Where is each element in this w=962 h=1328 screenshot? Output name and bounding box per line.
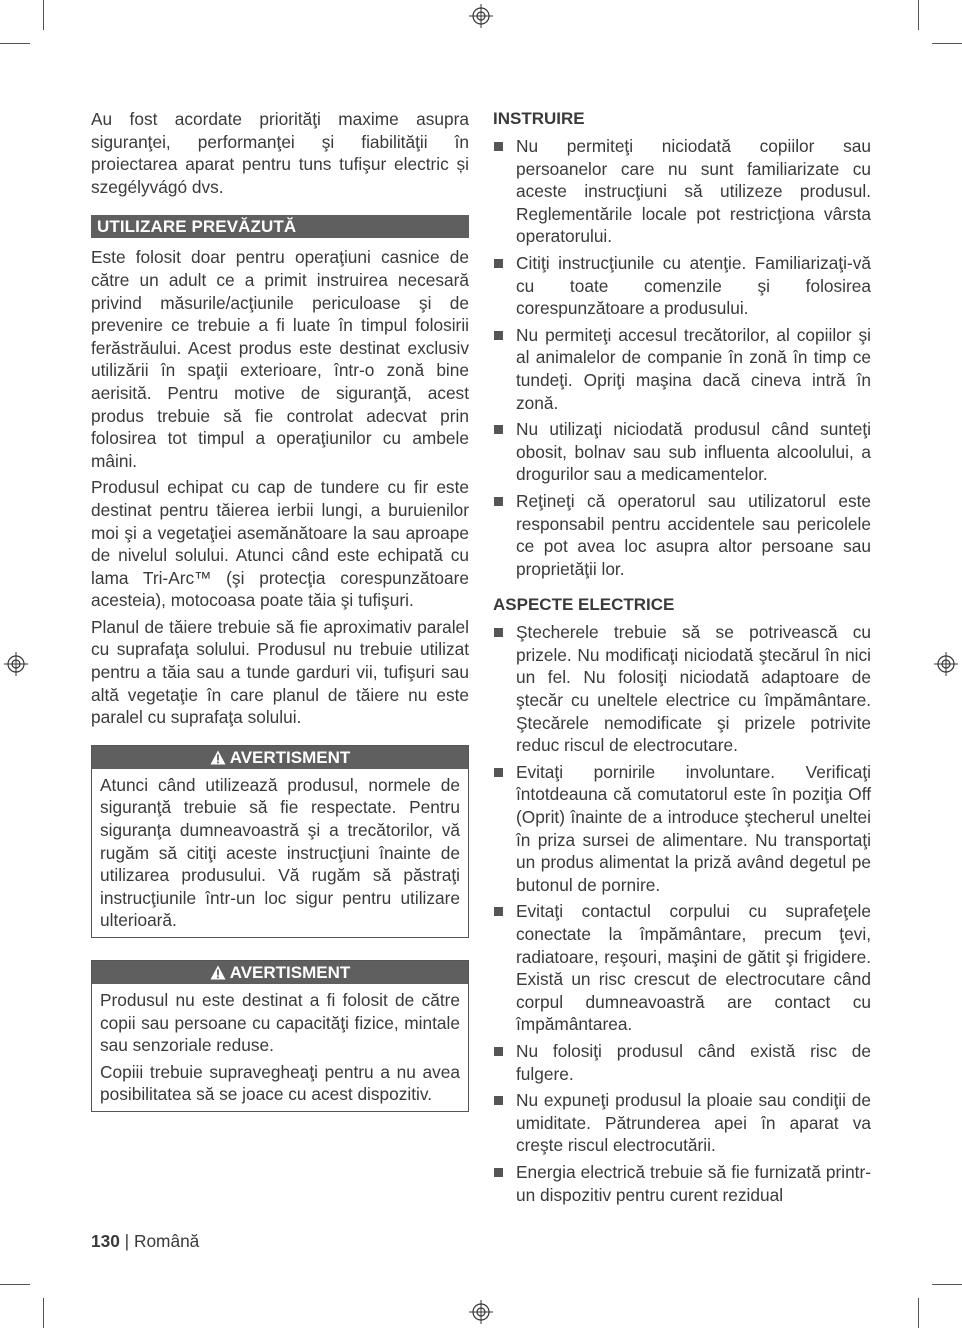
square-bullet-icon bbox=[494, 1047, 503, 1056]
crop-mark bbox=[43, 0, 44, 30]
square-bullet-icon bbox=[494, 331, 503, 340]
square-bullet-icon bbox=[494, 1096, 503, 1105]
page-footer bbox=[91, 1230, 199, 1252]
intended-use-paragraph: Produsul echipat cu cap de tundere cu fir este destinat pentru tăierea ierbii lungi, a buruienilor moi şi a vegetaţiei asemănătoare la sau aproape de nivelul solului. Atunci când este echipată cu lama Tri-Arc™ (şi protecţia corespunzătoare acesteia), motocoasa poate tăia şi tufişuri. bbox=[91, 477, 469, 611]
section-title-intended-use: UTILIZARE PREVĂZUTĂ bbox=[91, 215, 469, 238]
page-number: 130 bbox=[91, 1231, 120, 1251]
list-item-text: Nu expuneţi produsul la ploaie sau condiţii de umiditate. Pătrunderea apei în aparat va creşte riscul electrocutării. bbox=[516, 1090, 871, 1156]
list-item bbox=[493, 761, 871, 897]
list-item bbox=[493, 418, 871, 486]
warning-header bbox=[92, 961, 468, 984]
list-item-text: Energia electrică trebuie să fie furnizată printr-un dispozitiv pentru curent rezidual bbox=[516, 1161, 871, 1205]
list-item bbox=[493, 135, 871, 248]
crop-mark bbox=[43, 1298, 44, 1328]
list-item-text: Evitaţi contactul corpului cu suprafeţele conectate la împământare, precum ţevi, radiatoare, reşouri, maşini de gătit şi frigidere. Există un risc crescut de electrocutare când corpul dumneavoastră are contact cu împământarea. bbox=[516, 901, 871, 1035]
warning-text: Copiii trebuie supravegheaţi pentru a nu avea posibilitatea să se joace cu acest dispozitiv. bbox=[100, 1061, 460, 1105]
intended-use-paragraph: Planul de tăiere trebuie să fie aproximativ paralel cu suprafaţa solului. Produsul nu trebuie utilizat pentru a tăia sau a tunde garduri vii, tufişuri sau altă vegetaţie în care planul de tăiere nu este paralel cu suprafaţa solului. bbox=[91, 616, 469, 728]
square-bullet-icon bbox=[494, 628, 503, 637]
registration-mark-icon bbox=[934, 652, 958, 676]
warning-body bbox=[92, 984, 468, 1111]
crop-mark bbox=[918, 0, 919, 30]
warning-triangle-icon bbox=[210, 750, 226, 765]
section-title-training: INSTRUIRE bbox=[493, 109, 585, 128]
list-item bbox=[493, 490, 871, 580]
registration-mark-icon bbox=[469, 4, 493, 28]
list-item bbox=[493, 1040, 871, 1085]
square-bullet-icon bbox=[494, 259, 503, 268]
list-item-text: Nu folosiţi produsul când există risc de fulgere. bbox=[516, 1040, 871, 1084]
footer-separator: | bbox=[124, 1231, 130, 1251]
crop-mark bbox=[932, 43, 962, 44]
electrical-list bbox=[493, 621, 871, 1206]
list-item-text: Citiţi instrucţiunile cu atenţie. Familiarizaţi-vă cu toate comenzile şi folosirea corespunzătoare a produsului. bbox=[516, 252, 871, 319]
list-item-text: Evitaţi pornirile involuntare. Verificaţi întotdeauna că comutatorul este în poziţia Off (Oprit) înainte de a introduce ştecherul uneltei în priza sursei de alimentare. Nu transportaţi un produs alimentat la priză având degetul pe butonul de pornire. bbox=[516, 761, 871, 895]
warning-text: Produsul nu este destinat a fi folosit de către copii sau persoane cu capacităţi fizice, mintale sau senzoriale reduse. bbox=[100, 990, 460, 1056]
training-list bbox=[493, 135, 871, 580]
list-item-text: Nu permiteţi niciodată copiilor sau persoanelor care nu sunt familiarizate cu aceste instrucţiuni să utilizeze produsul. Reglementările locale pot restricţiona vârsta operatorului. bbox=[516, 136, 871, 247]
warning-triangle-icon bbox=[210, 965, 226, 980]
list-item-text: Reţineţi că operatorul sau utilizatorul este responsabil pentru accidentele sau pericolele ce pot avea loc asupra altor persoane sau proprietăţii lor. bbox=[516, 490, 871, 579]
list-item bbox=[493, 1161, 871, 1206]
warning-text: Atunci când utilizează produsul, normele de siguranţă trebuie să fie respectate. Pentru siguranţa dumneavoastră şi a trecătorilor, vă rugăm să citiţi aceste instrucţiuni înainte de utilizarea produsului. Vă rugăm să păstraţi instrucţiunile într-un loc sigur pentru utilizare ulterioară. bbox=[100, 774, 460, 931]
left-column bbox=[91, 108, 469, 1112]
warning-box bbox=[91, 745, 469, 938]
crop-mark bbox=[0, 1284, 30, 1285]
right-column bbox=[493, 108, 871, 1210]
warning-body bbox=[92, 769, 468, 937]
intro-paragraph: Au fost acordate priorităţi maxime asupra siguranţei, performanţei şi fiabilităţii în proiectarea aparat pentru tuns tufişur electric și szegélyvágó dvs. bbox=[91, 109, 469, 197]
warning-box bbox=[91, 960, 469, 1112]
square-bullet-icon bbox=[494, 1168, 503, 1177]
list-item bbox=[493, 324, 871, 414]
intended-use-paragraph: Este folosit doar pentru operaţiuni casnice de către un adult ce a primit instruirea necesară privind măsurile/acţiunile periculoase şi de prevenire ce trebuie a fi luate în timpul folosirii ferăstrăului. Acest produs este destinat exclusiv utilizării în spaţii exterioare, într-o zonă bine aerisită. Pentru motive de siguranţă, acest produs trebuie să fie controlat adecvat prin folosirea tot timpul a operaţiunilor cu ambele mâini. bbox=[91, 247, 469, 471]
footer-language: Română bbox=[133, 1231, 200, 1251]
warning-title: AVERTISMENT bbox=[229, 747, 351, 767]
square-bullet-icon bbox=[494, 907, 503, 916]
list-item-text: Ştecherele trebuie să se potrivească cu prizele. Nu modificaţi niciodată ştecărul în nici un fel. Nu folosiţi niciodată adaptoare de ştecăr cu uneltele electrice cu împământare. Ştecărele nemodificate şi prizele potrivite reduc riscul de electrocutare. bbox=[516, 622, 871, 756]
section-title-electrical: ASPECTE ELECTRICE bbox=[493, 595, 675, 615]
crop-mark bbox=[918, 1298, 919, 1328]
list-item-text: Nu permiteţi accesul trecătorilor, al copiilor şi al animalelor de companie în zonă în timp ce tundeţi. Opriţi maşina dacă cineva intră în zonă. bbox=[516, 324, 871, 413]
square-bullet-icon bbox=[494, 768, 503, 777]
crop-mark bbox=[0, 43, 30, 44]
registration-mark-icon bbox=[469, 1300, 493, 1324]
crop-mark bbox=[932, 1284, 962, 1285]
list-item bbox=[493, 621, 871, 757]
list-item-text: Nu utilizaţi niciodată produsul când sunteţi obosit, bolnav sau sub influenta alcoolului, a drogurilor sau a medicamentelor. bbox=[516, 419, 871, 485]
list-item bbox=[493, 252, 871, 320]
square-bullet-icon bbox=[494, 142, 503, 151]
square-bullet-icon bbox=[494, 497, 503, 506]
warning-header bbox=[92, 746, 468, 769]
list-item bbox=[493, 900, 871, 1036]
list-item bbox=[493, 1089, 871, 1157]
square-bullet-icon bbox=[494, 425, 503, 434]
warning-title: AVERTISMENT bbox=[229, 963, 351, 982]
registration-mark-icon bbox=[4, 652, 28, 676]
